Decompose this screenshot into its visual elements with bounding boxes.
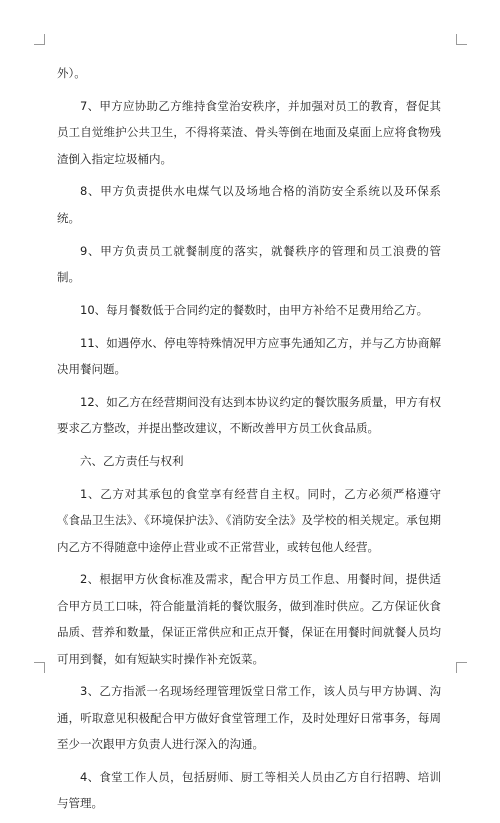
paragraph-clause-10: 10、每月餐数低于合同约定的餐数时，由甲方补给不足费用给乙方。 [80, 302, 429, 317]
paragraph-continuation: 外）。 [57, 66, 86, 80]
document-body [57, 60, 441, 823]
paragraph-clause-12: 12、如乙方在经营期间没有达到本协议约定的餐饮服务质量，甲方有权要求乙方整改，并提出整改建议，不断改善甲方员工伙食品质。 [57, 394, 441, 436]
paragraph-b-clause-3: 3、乙方指派一名现场经理管理饭堂日常工作，该人员与甲方协调、沟通，听取意见积极配合甲方做好食堂管理工作，及时处理好日常事务，每周至少一次跟甲方负责人进行深入的沟通。 [57, 684, 441, 752]
paragraph-b-clause-4: 4、食堂工作人员，包括厨师、厨工等相关人员由乙方自行招聘、培训与管理。 [57, 770, 441, 811]
paragraph-clause-11: 11、如遇停水、停电等特殊情况甲方应事先通知乙方，并与乙方协商解决用餐问题。 [57, 335, 441, 377]
paragraph-b-clause-2: 2、根据甲方伙食标准及需求，配合甲方员工作息、用餐时间，提供适合甲方员工口味，符合能量消耗的餐饮服务，做到准时供应。乙方保证伙食品质、营养和数量，保证正常供应和正点开餐，保证在用餐时间就餐人员均可用到餐，如有短缺实时操作补充饭菜。 [57, 572, 441, 666]
paragraph-b-clause-1: 1、乙方对其承包的食堂享有经营自主权。同时，乙方必须严格遵守《食品卫生法》、《环境保护法》、《消防安全法》及学校的相关规定。承包期内乙方不得随意中途停止营业或不正常营业，或转包他人经营。 [57, 486, 441, 554]
paragraph-clause-8: 8、甲方负责提供水电煤气以及场地合格的消防安全系统以及环保系统。 [57, 184, 441, 225]
paragraph-clause-9: 9、甲方负责员工就餐制度的落实，就餐秩序的管理和员工浪费的管制。 [57, 243, 441, 285]
crop-mark-bottom-right [456, 662, 467, 673]
crop-mark-top-right [456, 34, 467, 45]
crop-mark-top-left [34, 34, 45, 45]
section-heading-party-b: 六、乙方责任与权利 [80, 454, 184, 469]
crop-mark-bottom-left [34, 662, 45, 673]
paragraph-clause-7: 7、甲方应协助乙方维持食堂治安秩序，并加强对员工的教育，督促其员工自觉维护公共卫生，不得将菜渣、骨头等倒在地面及桌面上应将食物残渣倒入指定垃圾桶内。 [57, 98, 441, 166]
